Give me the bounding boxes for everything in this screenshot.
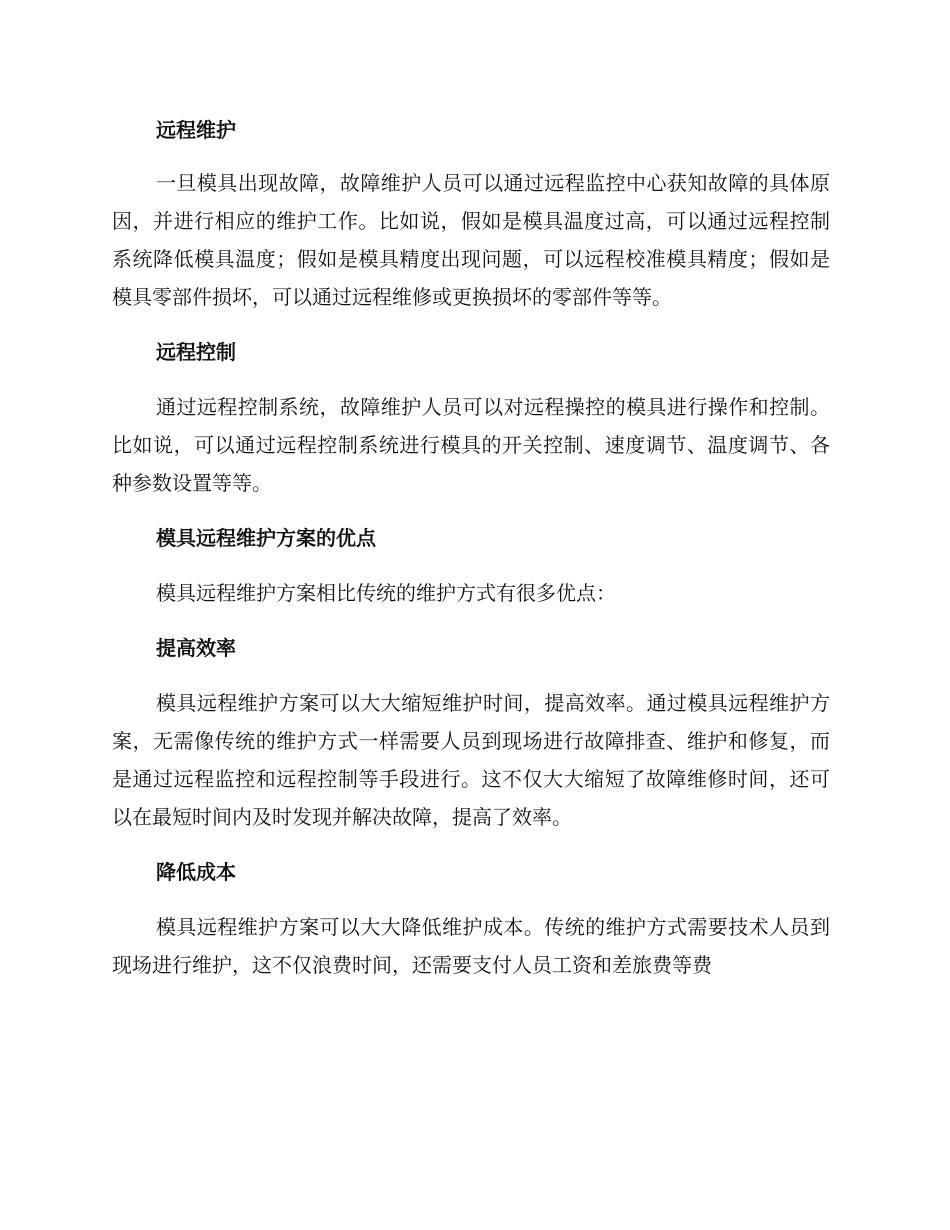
section-heading-advantages: 模具远程维护方案的优点 — [156, 526, 376, 550]
section-paragraph-remote-control: 通过远程控制系统，故障维护人员可以对远程操控的模具进行操作和控制。比如说，可以通过远程控制系统进行模具的开关控制、速度调节、温度调节、各种参数设置等等。 — [112, 395, 830, 495]
section-heading-remote-maintenance: 远程维护 — [156, 118, 236, 142]
section-paragraph-cost: 模具远程维护方案可以大大降低维护成本。传统的维护方式需要技术人员到现场进行维护，这不仅浪费时间，还需要支付人员工资和差旅费等费 — [112, 915, 830, 977]
section-heading-efficiency: 提高效率 — [156, 636, 236, 660]
section-paragraph-remote-maintenance: 一旦模具出现故障，故障维护人员可以通过远程监控中心获知故障的具体原因，并进行相应的维护工作。比如说，假如是模具温度过高，可以通过远程控制系统降低模具温度；假如是模具精度出现问题，可以远程校准模具精度；假如是模具零部件损坏，可以通过远程维修或更换损坏的零部件等等。 — [112, 171, 830, 309]
section-paragraph-advantages: 模具远程维护方案相比传统的维护方式有很多优点： — [156, 581, 616, 605]
section-paragraph-efficiency: 模具远程维护方案可以大大缩短维护时间，提高效率。通过模具远程维护方案，无需像传统的维护方式一样需要人员到现场进行故障排查、维护和修复，而是通过远程监控和远程控制等手段进行。这不仅大大缩短了故障维修时间，还可以在最短时间内及时发现并解决故障，提高了效率。 — [112, 691, 830, 829]
section-heading-remote-control: 远程控制 — [156, 340, 236, 364]
section-heading-cost: 降低成本 — [156, 860, 236, 884]
